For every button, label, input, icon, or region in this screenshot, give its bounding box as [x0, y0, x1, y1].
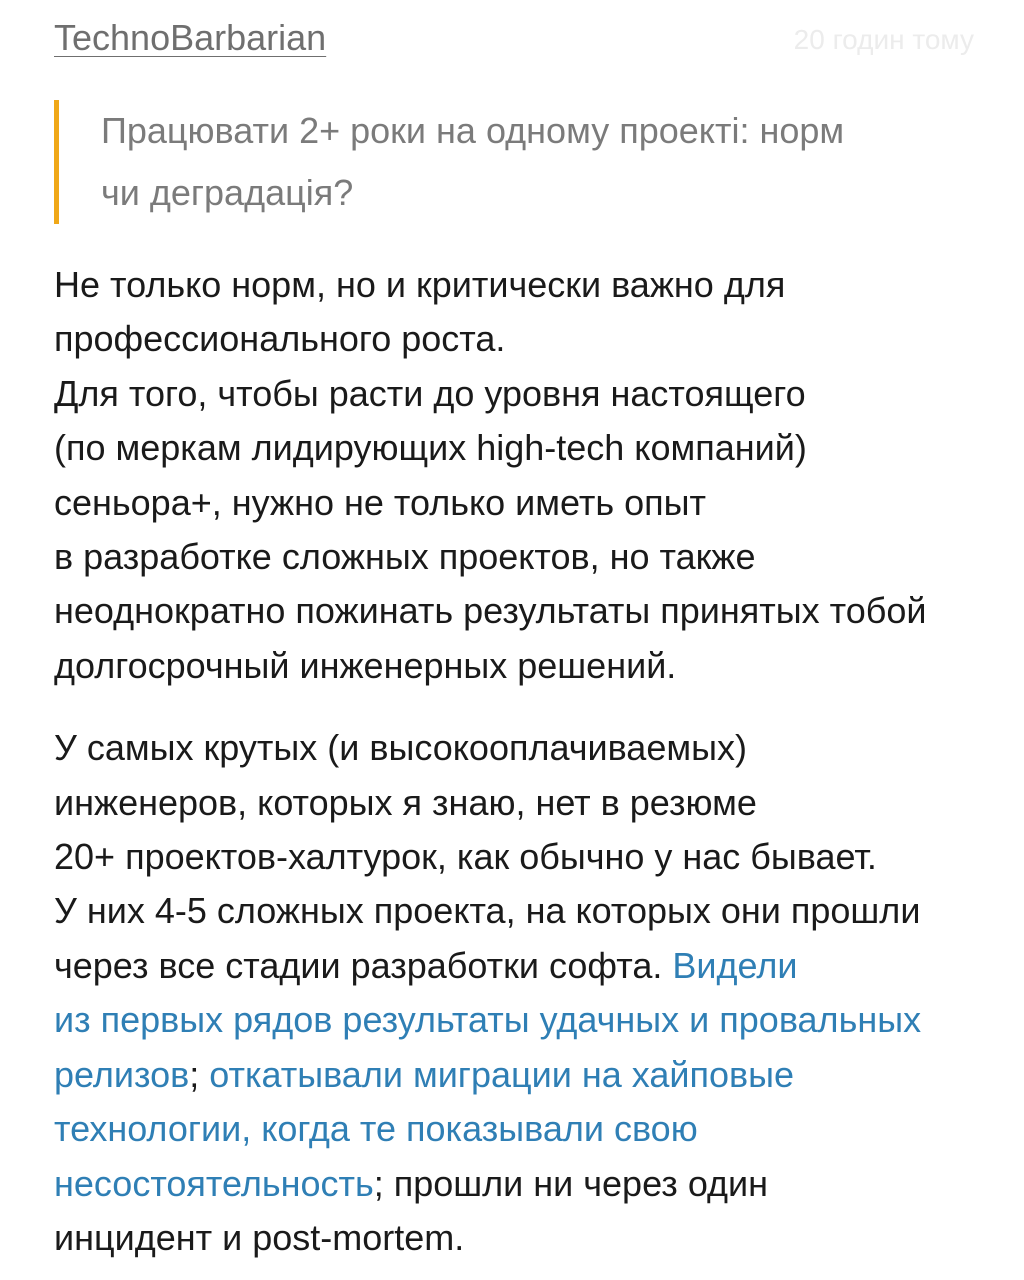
- link-rollback-migrations-continued[interactable]: технологии, когда те показывали свою: [54, 1108, 698, 1150]
- comment-header: [54, 0, 974, 80]
- text-line: сеньора+, нужно не только иметь опыт: [54, 481, 706, 523]
- quote-line: чи деградація?: [101, 172, 354, 213]
- quote-line: Працювати 2+ роки на одному проекті: норм: [101, 110, 845, 151]
- text-line-with-link: [54, 1102, 974, 1156]
- comment-paragraph-1: [54, 258, 974, 693]
- text-line: профессионального роста.: [54, 318, 506, 360]
- text-line: У них 4-5 сложных проекта, на которых они прошли: [54, 890, 921, 932]
- text-segment: ;: [189, 1053, 210, 1095]
- text-line: инженеров, которых я знаю, нет в резюме: [54, 781, 757, 823]
- link-insolvency[interactable]: несостоятельность: [54, 1162, 374, 1204]
- comment-timestamp: 20 годин тому: [793, 24, 974, 55]
- text-line: в разработке сложных проектов, но также: [54, 536, 756, 578]
- author-link[interactable]: TechnoBarbarian: [54, 17, 327, 58]
- text-line: Для того, чтобы расти до уровня настоящего: [54, 372, 806, 414]
- text-line-with-link: [54, 1157, 974, 1211]
- text-segment: через все стадии разработки софта.: [54, 944, 673, 986]
- text-line-with-link: [54, 993, 974, 1047]
- link-releases[interactable]: релизов: [54, 1053, 190, 1095]
- text-line: долгосрочный инженерных решений.: [54, 644, 677, 686]
- text-line: У самых крутых (и высокооплачиваемых): [54, 727, 747, 769]
- text-segment: ; прошли ни через один: [373, 1162, 769, 1204]
- text-line: инцидент и post-mortem.: [54, 1216, 465, 1258]
- quoted-text: [54, 100, 974, 224]
- comment-paragraph-2: [54, 721, 974, 1265]
- text-line: Не только норм, но и критически важно для: [54, 264, 786, 305]
- text-line: неоднократно пожинать результаты принятых тобой: [54, 590, 927, 632]
- link-seen-results[interactable]: Видели: [672, 944, 798, 986]
- link-seen-results-continued[interactable]: из первых рядов результаты удачных и провальных: [54, 999, 922, 1041]
- text-line-with-link: [54, 939, 974, 993]
- text-line: 20+ проектов-халтурок, как обычно у нас бывает.: [54, 836, 877, 878]
- text-line: (по меркам лидирующих high-tech компаний): [54, 427, 807, 469]
- link-rollback-migrations[interactable]: откатывали миграции на хайповые: [209, 1053, 794, 1095]
- text-line-with-link: [54, 1048, 974, 1102]
